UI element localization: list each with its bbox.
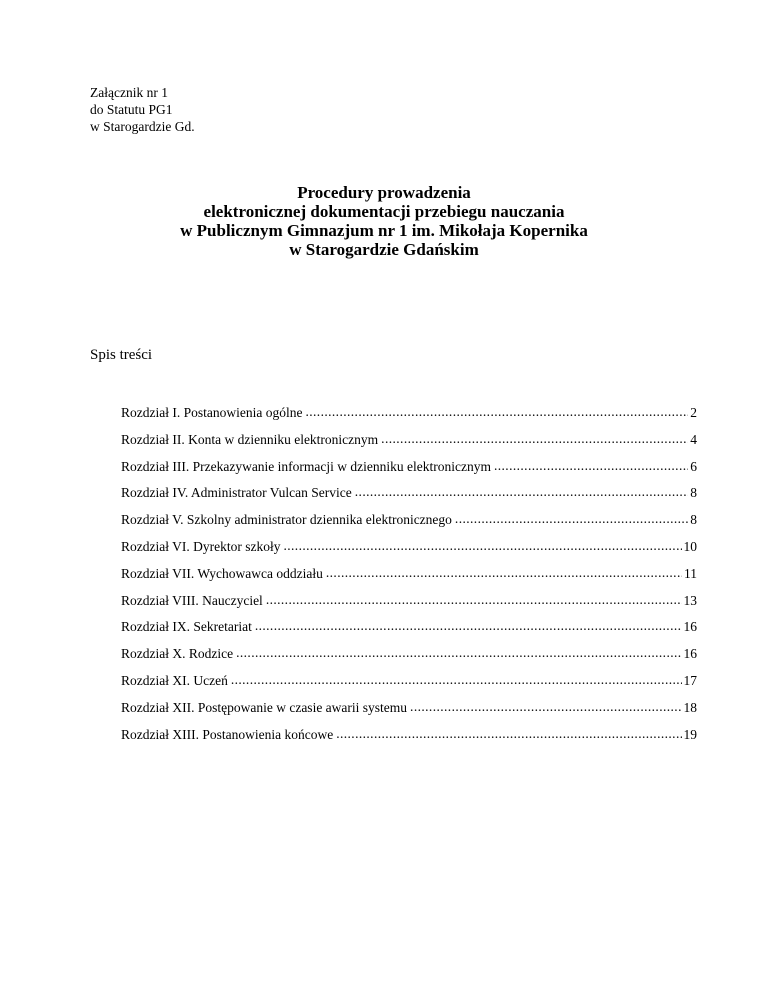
document-title: [0, 183, 768, 259]
toc-dot-leader: [381, 430, 688, 448]
toc-entry-label: Rozdział XI. Uczeń: [121, 672, 228, 688]
toc-entry[interactable]: [121, 511, 697, 538]
annex-line-2: do Statutu PG1: [90, 102, 173, 117]
toc-entry[interactable]: [121, 484, 697, 511]
toc-dot-leader: [305, 403, 688, 421]
title-line-1: Procedury prowadzenia: [297, 183, 471, 202]
toc-entry-label: Rozdział XII. Postępowanie w czasie awarii systemu: [121, 699, 408, 715]
toc-entry-page: 2: [690, 405, 697, 420]
toc-dot-leader: [326, 564, 682, 582]
toc-entry-label: Rozdział VII. Wychowawca oddziału: [121, 565, 323, 581]
toc-entry-page: 16: [683, 619, 697, 635]
toc-entry-label: Rozdział VI. Dyrektor szkoły: [121, 538, 281, 554]
toc-entry[interactable]: [121, 565, 697, 592]
annex-line-1: Załącznik nr 1: [90, 85, 168, 100]
toc-heading: Spis treści: [90, 347, 153, 363]
toc-dot-leader: [266, 591, 682, 609]
toc-entry-page: 11: [684, 565, 697, 581]
toc-dot-leader: [231, 671, 682, 689]
toc-entry-label: Rozdział II. Konta w dzienniku elektronicznym: [121, 431, 379, 447]
toc-entry-label: Rozdział IV. Administrator Vulcan Service: [121, 485, 352, 501]
toc-entry-page: 16: [683, 646, 697, 662]
toc-dot-leader: [494, 457, 688, 475]
toc-entry-page: 8: [690, 512, 697, 528]
toc-entry-page: 8: [690, 485, 697, 501]
toc-dot-leader: [255, 617, 682, 635]
toc-entry[interactable]: [121, 618, 697, 645]
toc-dot-leader: [336, 725, 681, 743]
toc-entry-page: 6: [690, 458, 697, 474]
toc-entry-page: 19: [683, 726, 697, 742]
toc-entry[interactable]: [121, 699, 697, 726]
title-line-2: elektronicznej dokumentacji przebiegu nauczania: [203, 202, 565, 221]
toc-entry[interactable]: [121, 431, 697, 458]
toc-entry-label: Rozdział X. Rodzice: [121, 646, 234, 662]
toc-entry[interactable]: [121, 404, 697, 431]
toc-entry-label: Rozdział VIII. Nauczyciel: [121, 592, 263, 608]
toc-dot-leader: [455, 510, 688, 528]
toc-entry-page: 13: [683, 592, 697, 608]
table-of-contents: [121, 404, 697, 752]
toc-dot-leader: [410, 698, 681, 716]
toc-entry[interactable]: [121, 672, 697, 699]
toc-dot-leader: [355, 483, 688, 501]
toc-entry-page: 4: [690, 431, 697, 447]
toc-entry-label: Rozdział III. Przekazywanie informacji w dzienniku elektronicznym: [121, 458, 491, 474]
toc-entry[interactable]: [121, 592, 697, 619]
toc-entry[interactable]: [121, 458, 697, 485]
toc-entry[interactable]: [121, 645, 697, 672]
toc-entry-label: Rozdział IX. Sekretariat: [121, 619, 252, 635]
toc-entry[interactable]: [121, 726, 697, 753]
toc-entry-page: 10: [683, 538, 697, 554]
title-line-3: w Publicznym Gimnazjum nr 1 im. Mikołaja Kopernika: [180, 221, 588, 240]
toc-entry-page: 17: [683, 672, 697, 688]
toc-entry-label: Rozdział I. Postanowienia ogólne: [121, 405, 303, 420]
toc-dot-leader: [283, 537, 681, 555]
annex-note: [90, 84, 195, 135]
toc-entry[interactable]: [121, 538, 697, 565]
annex-line-3: w Starogardzie Gd.: [90, 119, 195, 134]
toc-dot-leader: [236, 644, 681, 662]
toc-entry-label: Rozdział V. Szkolny administrator dziennika elektronicznego: [121, 512, 452, 528]
title-line-4: w Starogardzie Gdańskim: [289, 240, 479, 259]
toc-entry-page: 18: [683, 699, 697, 715]
toc-entry-label: Rozdział XIII. Postanowienia końcowe: [121, 726, 334, 742]
